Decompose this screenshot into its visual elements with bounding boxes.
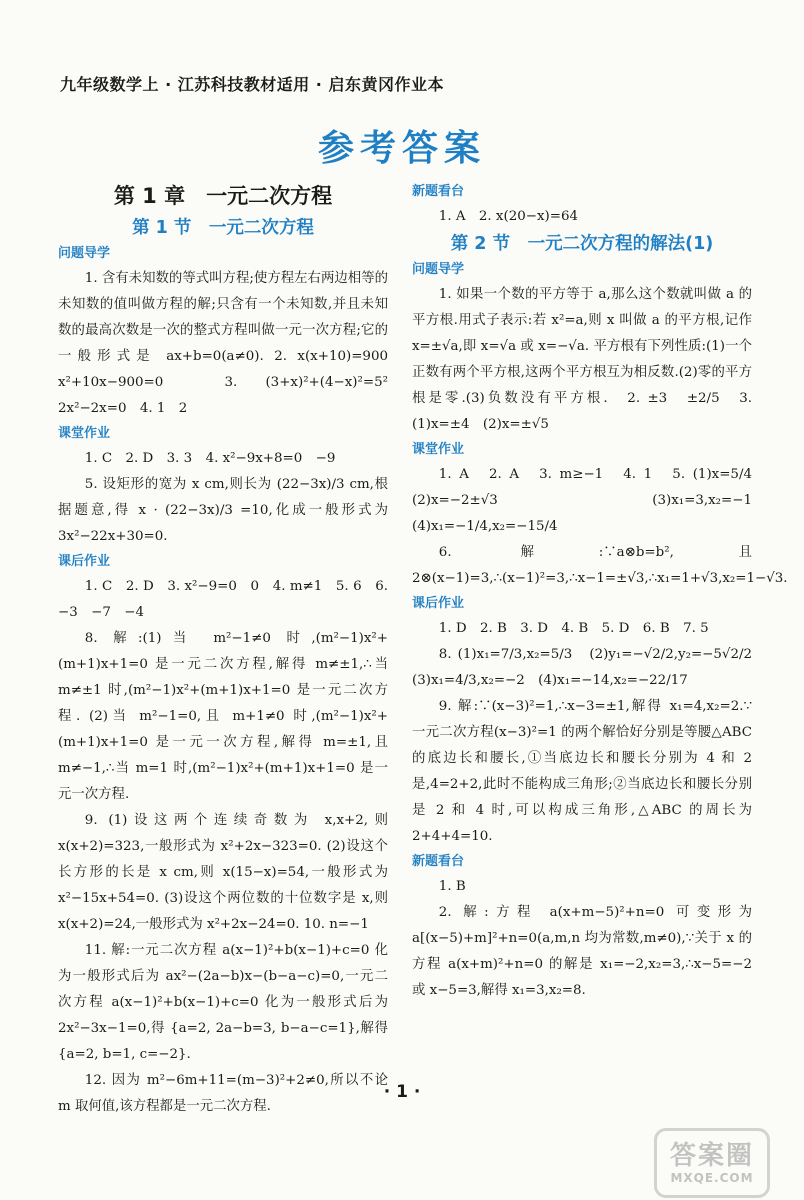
answer-paragraph: 8. (1)x₁=7/3,x₂=5/3 (2)y₁=−√2/2,y₂=−5√2/2 (3)x₁=4/3,x₂=−2 (4)x₁=−14,x₂=−22/17 xyxy=(412,647,766,688)
subheading: 新题看台 xyxy=(412,854,465,869)
left-column xyxy=(58,180,402,1120)
answer-paragraph: 12. 因为 m²−6m+11=(m−3)²+2≠0,所以不论 m 取何值,该方程都是一元二次方程. xyxy=(58,1073,388,1114)
subheading: 课后作业 xyxy=(412,596,465,611)
section-title: 第 2 节 一元二次方程的解法(1) xyxy=(450,234,714,254)
page-title: 参考答案 xyxy=(317,128,486,169)
answer-paragraph: 1. C 2. D 3. x²−9=0 0 4. m≠1 5. 6 6. −3 −7 −4 xyxy=(58,579,388,620)
answer-paragraph: 9. (1)设这两个连续奇数为 x,x+2,则 x(x+2)=323,一般形式为 x²+2x−323=0. (2)设这个长方形的长是 x cm,则 x(15−x)=54,一般形式为 x²−15x+54=0. (3)设这个两位数的十位数字是 x,则 x(x+2)=24,一般形式为 x²+2x−24=0. 10. n=−1 xyxy=(58,813,388,932)
subheading: 课堂作业 xyxy=(412,442,465,457)
page-number: · 1 · xyxy=(383,1082,421,1102)
subheading: 课后作业 xyxy=(58,554,111,569)
answer-paragraph: 2. 解:方程 a(x+m−5)²+n=0 可变形为 a[(x−5)+m]²+n=0(a,m,n 均为常数,m≠0),∵关于 x 的方程 a(x+m)²+n=0 的解是 x₁=−2,x₂=3,∴x−5=−2 或 x−5=3,解得 x₁=3,x₂=8. xyxy=(412,905,752,998)
watermark-text: 答案圈 xyxy=(669,1141,754,1171)
subheading: 问题导学 xyxy=(58,246,111,261)
subheading: 问题导学 xyxy=(412,262,465,277)
section-title: 第 1 节 一元二次方程 xyxy=(132,218,314,238)
left-content xyxy=(58,242,402,1120)
right-column xyxy=(412,180,788,1004)
answer-paragraph: 1. B xyxy=(438,879,466,894)
answer-paragraph: 9. 解:∵(x−3)²=1,∴x−3=±1,解得 x₁=4,x₂=2.∵一元二次方程(x−3)²=1 的两个解恰好分别是等腰△ABC 的底边长和腰长,①当底边长和腰长分别为 4 和 2 是,4=2+2,此时不能构成三角形;②当底边长和腰长分别是 2 和 4 时,可以构成三角形,△ABC 的周长为 2+4+4=10. xyxy=(412,699,752,844)
subheading: 新题看台 xyxy=(412,184,465,199)
subheading: 课堂作业 xyxy=(58,426,111,441)
answer-paragraph: 11. 解:一元二次方程 a(x−1)²+b(x−1)+c=0 化为一般形式后为 ax²−(2a−b)x−(b−a−c)=0,一元二次方程 a(x−1)²+b(x−1)+c=0 化为一般形式后为 2x²−3x−1=0,得 {a=2, 2a−b=3, b−a−c=1},解得 {a=2, b=1, c=−2}. xyxy=(58,943,388,1062)
right-content xyxy=(412,180,788,1004)
chapter-title: 第 1 章 一元二次方程 xyxy=(113,184,333,208)
watermark-url: MXQE.COM xyxy=(670,1171,754,1185)
answer-paragraph: 6. 解:∵a⊗b=b²,且 2⊗(x−1)=3,∴(x−1)²=3,∴x−1=±√3,∴x₁=1+√3,x₂=1−√3. xyxy=(412,545,788,586)
watermark-logo xyxy=(654,1128,770,1198)
answer-paragraph: 5. 设矩形的宽为 x cm,则长为 (22−3x)/3 cm,根据题意,得 x · (22−3x)/3 =10,化成一般形式为 3x²−22x+30=0. xyxy=(58,477,388,544)
answer-paragraph: 8. 解:(1)当 m²−1≠0 时,(m²−1)x²+(m+1)x+1=0 是一元二次方程,解得 m≠±1,∴当 m≠±1 时,(m²−1)x²+(m+1)x+1=0 是一元二次方程. (2)当 m²−1=0,且 m+1≠0 时,(m²−1)x²+(m+1)x+1=0 是一元一次方程,解得 m=±1,且 m≠−1,∴当 m=1 时,(m²−1)x²+(m+1)x+1=0 是一元一次方程. xyxy=(58,631,388,802)
answer-paragraph: 1. C 2. D 3. 3 4. x²−9x+8=0 −9 xyxy=(84,451,336,466)
answer-paragraph: 1. D 2. B 3. D 4. B 5. D 6. B 7. 5 xyxy=(438,621,709,636)
answer-paragraph: 1. 如果一个数的平方等于 a,那么这个数就叫做 a 的平方根.用式子表示:若 x²=a,则 x 叫做 a 的平方根,记作 x=±√a,即 x=√a 或 x=−√a. 平方根有下列性质:(1)一个正数有两个平方根,这两个平方根互为相反数.(2)零的平方根是零.(3)负数没有平方根. 2. ±3 ±2/5 3. (1)x=±4 (2)x=±√5 xyxy=(412,287,752,432)
book-header: 九年级数学上 · 江苏科技教材适用 · 启东黄冈作业本 xyxy=(60,75,444,94)
answer-paragraph: 1. A 2. x(20−x)=64 xyxy=(438,209,578,224)
answer-paragraph: 1. A 2. A 3. m≥−1 4. 1 5. (1)x=5/4 (2)x=−2±√3 (3)x₁=3,x₂=−1 (4)x₁=−1/4,x₂=−15/4 xyxy=(412,467,766,534)
answer-paragraph: 1. 含有未知数的等式叫方程;使方程左右两边相等的未知数的值叫做方程的解;只含有一个未知数,并且未知数的最高次数是一次的整式方程叫做一元一次方程;它的一般形式是 ax+b=0(a≠0). 2. x(x+10)=900 x²+10x−900=0 3. (3+x)²+(4−x)²=5² 2x²−2x=0 4. 1 2 xyxy=(58,271,402,416)
